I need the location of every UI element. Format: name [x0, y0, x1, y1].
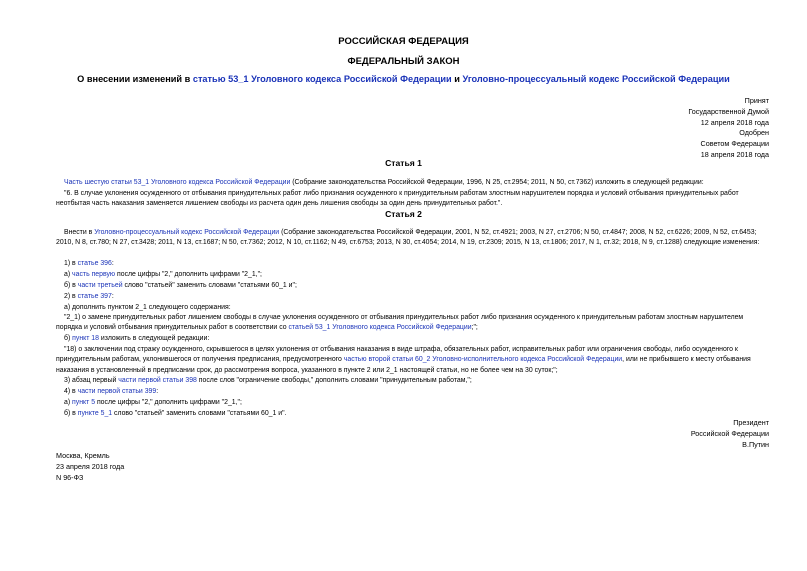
- link-point-5[interactable]: пункт 5: [72, 399, 96, 406]
- article-1-paragraph-1: Часть шестую статьи 53_1 Уголовного кодекса Российской Федерации (Собрание законодательства Российской Федерации, 1996, N 25, ст.2954; 2011, N 50, ст.7362) изложить в следующей редакции:: [64, 179, 704, 186]
- link-point-5-1[interactable]: пункте 5_1: [77, 410, 113, 417]
- item-2b-quote: "18) о заключении под стражу осужденного, скрывшегося в целях уклонения от отбывания наказания в виде штрафа, обязательных работ, исправительных работ или ограничения свободы, либо осужденного к принудительным работам, уклонившегося от получения предписания, предусмотренного частью второй статьи 60_2 Уголовно-исполнительного кодекса Российской Федерации, или не прибывшего к месту отбывания наказания в установленный в предписании срок, до рассмотрения вопроса, указанного в пункте 2 или 2_1 настоящей статьи, но не более чем на 30 суток;";: [56, 346, 751, 374]
- item-1b: б) в части третьей слово "статьей" заменить словами "статьями 60_1 и";: [64, 282, 297, 289]
- item-4a: а) пункт 5 после цифры "2," дополнить цифрами "2_1,";: [64, 399, 242, 406]
- procedure-code-link[interactable]: Уголовно-процессуальный кодекс Российской Федерации: [94, 229, 280, 236]
- title-link-criminal-code[interactable]: статью 53_1 Уголовного кодекса Российской Федерации: [192, 74, 452, 84]
- signing-place: Москва, Кремль: [56, 451, 110, 460]
- item-3: 3) абзац первый части первой статьи 398 после слов "ограничение свободы," дополнить словами "принудительным работам,";: [64, 377, 472, 384]
- link-article-398[interactable]: части первой статьи 398: [118, 377, 197, 384]
- link-part-one[interactable]: часть первую: [72, 271, 116, 278]
- law-number: N 96-ФЗ: [56, 472, 84, 482]
- link-article-396[interactable]: статье 396: [77, 260, 112, 267]
- signatory-title: Президент: [733, 418, 769, 427]
- link-point-18[interactable]: пункт 18: [72, 335, 99, 342]
- adopted-date: 12 апреля 2018 года: [700, 117, 769, 127]
- article-1-heading: Статья 1: [385, 158, 422, 168]
- signing-date: 23 апреля 2018 года: [56, 461, 125, 471]
- country-heading: РОССИЙСКАЯ ФЕДЕРАЦИЯ: [338, 36, 469, 47]
- title-prefix: О внесении изменений в: [77, 74, 193, 84]
- item-2: 2) в статье 397:: [64, 293, 114, 300]
- item-2b: б) пункт 18 изложить в следующей редакции:: [64, 335, 210, 342]
- item-4: 4) в части первой статьи 399:: [64, 388, 159, 395]
- adopted-label: Принят: [744, 96, 769, 105]
- link-part-three[interactable]: части третьей: [77, 282, 123, 289]
- link-article-397[interactable]: статье 397: [77, 293, 112, 300]
- law-type-heading: ФЕДЕРАЛЬНЫЙ ЗАКОН: [347, 56, 460, 67]
- approved-label: Одобрен: [739, 128, 769, 138]
- law-title: [0, 74, 807, 84]
- footer-block: [56, 451, 124, 483]
- adopted-by: Государственной Думой: [688, 106, 769, 116]
- item-1: 1) в статье 396:: [64, 260, 114, 267]
- signatory-country: Российской Федерации: [690, 428, 769, 438]
- title-link-procedure-code[interactable]: Уголовно-процессуальный кодекс Российской Федерации: [462, 74, 730, 84]
- article-1-link[interactable]: Часть шестую статьи 53_1 Уголовного кодекса Российской Федерации: [64, 179, 291, 186]
- title-conjunction: и: [451, 74, 463, 84]
- signatory-name: В.Путин: [742, 439, 769, 449]
- link-penal-code-60-2[interactable]: частью второй статьи 60_2 Уголовно-исполнительного кодекса Российской Федерации: [343, 356, 623, 364]
- link-article-53-1[interactable]: статьей 53_1 Уголовного кодекса Российской Федерации: [288, 324, 472, 332]
- approved-by: Советом Федерации: [700, 139, 769, 149]
- item-1a: а) часть первую после цифры "2," дополнить цифрами "2_1,";: [64, 271, 262, 278]
- link-article-399[interactable]: части первой статьи 399: [77, 388, 157, 395]
- signature-block: [691, 418, 769, 450]
- item-2a-quote: "2_1) о замене принудительных работ лишением свободы в случае уклонения осужденного от отбывания принудительных работ либо признания осужденного к принудительным работам злостным нарушителем порядка и условий отбывания принудительных работ в соответствии со статьей 53_1 Уголовного кодекса Российской Федерации;";: [56, 314, 744, 332]
- article-2-heading: Статья 2: [385, 209, 422, 219]
- article-2-intro: Внести в Уголовно-процессуальный кодекс Российской Федерации (Собрание законодательства Российской Федерации, 2001, N 52, ст.4921; 2003, N 27, ст.2706; N 50, ст.4847; 2008, N 52, ст.6226; 2009, N 52, ст.6453; 2010, N 8, ст.780; N 27, ст.3428; 2011, N 13, ст.1687; N 50, ст.7362; 2012, N 10, ст.1162; N 49, ст.6753; 2013, N 30, ст.4054; 2014, N 19, ст.2309; 2015, N 13, ст.1806; 2017, N 1, ст.32; 2018, N 9, ст.1288) следующие изменения:: [56, 229, 760, 247]
- approved-date: 18 апреля 2018 года: [700, 149, 769, 159]
- adoption-block: [688, 96, 769, 161]
- article-1-paragraph-2: "6. В случае уклонения осужденного от отбывания принудительных работ либо признания осужденного к принудительным работам злостным нарушителем порядка и условий отбывания принудительных работ неотбытая часть наказания заменяется лишением свободы из расчета один день лишения свободы за один день принудительных работ.".: [56, 190, 739, 208]
- item-2a: а) дополнить пунктом 2_1 следующего содержания:: [64, 304, 231, 311]
- item-4b: б) в пункте 5_1 слово "статьей" заменить словами "статьями 60_1 и".: [64, 410, 287, 417]
